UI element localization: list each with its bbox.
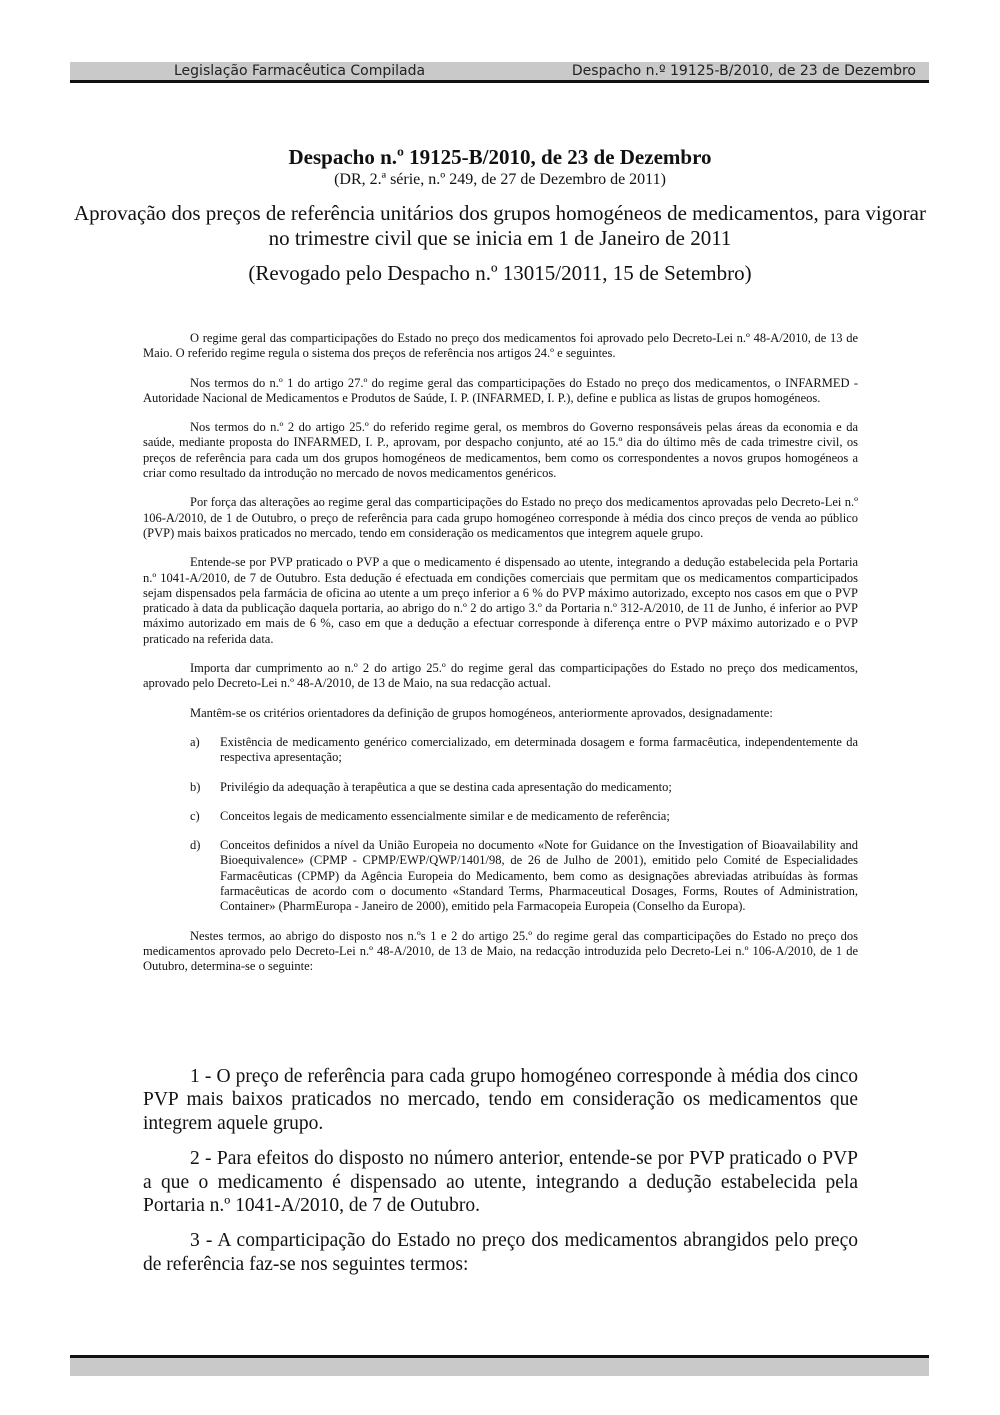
articles (143, 1065, 858, 1288)
title-block (70, 144, 930, 286)
preamble-paragraph: Nos termos do n.º 1 do artigo 27.º do regime geral das comparticipações do Estado no preço dos medicamentos, o INFARMED - Autoridade Nacional de Medicamentos e Produtos de Saúde, I. P. (INFARMED, I. P.), define e publica as listas de grupos homogéneos. (143, 375, 858, 405)
criteria-letter: d) (190, 838, 201, 853)
criteria-text: Conceitos legais de medicamento essencialmente similar e de medicamento de referência; (220, 808, 670, 823)
criteria-text: Conceitos definidos a nível da União Europeia no documento «Note for Guidance on the Investigation of Bioavailability and Bioequivalence» (CPMP - CPMP/EWP/QWP/1401/98, de 26 de Julho de 2001), emitido pelo Comité de Especialidades Farmacêuticas (CPMP) da Agência Europeia do Medicamento, bem como as designações abreviadas atribuídas às formas farmacêuticas de acordo com o documento «Standard Terms, Pharmaceutical Dosages, Forms, Routes of Administration, Container» (PharmEuropa - Janeiro de 2000), emitido pela Farmacopeia Europeia (Conselho da Europa). (220, 838, 858, 914)
preamble-paragraph: O regime geral das comparticipações do Estado no preço dos medicamentos foi aprovado pelo Decreto-Lei n.º 48-A/2010, de 13 de Maio. O referido regime regula o sistema dos preços de referência nos artigos 24.º e seguintes. (143, 331, 858, 361)
criteria-text: Existência de medicamento genérico comercializado, em determinada dosagem e forma farmacêutica, independentemente da respectiva apresentação; (220, 734, 858, 765)
closing-paragraph: Nestes termos, ao abrigo do disposto nos n.ºs 1 e 2 do artigo 25.º do regime geral das comparticipações do Estado no preço dos medicamentos aprovado pelo Decreto-Lei n.º 48-A/2010, de 13 de Maio, na redacção introduzida pelo Decreto-Lei n.º 106-A/2010, de 1 de Outubro, determina-se o seguinte: (143, 928, 858, 974)
preamble-paragraph: Importa dar cumprimento ao n.º 2 do artigo 25.º do regime geral das comparticipações do Estado no preço dos medicamentos, aprovado pelo Decreto-Lei n.º 48-A/2010, de 13 de Maio, na sua redacção actual. (143, 661, 858, 691)
criteria-item (143, 809, 858, 824)
document-title: Despacho n.º 19125-B/2010, de 23 de Dezembro (288, 145, 712, 169)
preamble-paragraph: Mantêm-se os critérios orientadores da definição de grupos homogéneos, anteriormente aprovados, designadamente: (190, 705, 773, 720)
criteria-item (143, 838, 858, 914)
document-subject: Aprovação dos preços de referência unitários dos grupos homogéneos de medicamentos, para vigorar no trimestre civil que se inicia em 1 de Janeiro de 2011 (74, 201, 926, 250)
footer-bar (70, 1355, 929, 1376)
criteria-item (143, 780, 858, 795)
criteria-letter: b) (190, 779, 201, 794)
article-paragraph: 2 - Para efeitos do disposto no número anterior, entende-se por PVP praticado o PVP a que o medicamento é dispensado ao utente, integrando a dedução estabelecida pela Portaria n.º 1041-A/2010, de 7 de Outubro. (143, 1148, 858, 1217)
preamble-paragraph: Entende-se por PVP praticado o PVP a que o medicamento é dispensado ao utente, integrando a dedução estabelecida pela Portaria n.º 1041-A/2010, de 7 de Outubro. Esta dedução é efectuada em condições comerciais que permitam que os medicamentos comparticipados sejam dispensados pela farmácia de oficina ao utente a um preço inferior a 6 % do PVP máximo autorizado, excepto nos casos em que o PVP praticado à data da publicação daquela portaria, ao abrigo do n.º 2 do artigo 3.º da Portaria n.º 312-A/2010, de 11 de Junho, é inferior ao PVP máximo autorizado em mais de 6 %, caso em que a dedução a efectuar corresponde à diferença entre o PVP máximo autorizado e o PVP praticado na referida data. (143, 555, 858, 646)
criteria-text: Privilégio da adequação à terapêutica a que se destina cada apresentação do medicamento; (220, 779, 672, 794)
revocation-note: (Revogado pelo Despacho n.º 13015/2011, 15 de Setembro) (248, 261, 752, 285)
header-document-reference: Despacho n.º 19125-B/2010, de 23 de Dezembro (571, 63, 916, 79)
criteria-letter: c) (190, 808, 200, 823)
preamble-paragraph: Nos termos do n.º 2 do artigo 25.º do referido regime geral, os membros do Governo responsáveis pelas áreas da economia e da saúde, mediante proposta do INFARMED, I. P., aprovam, por despacho conjunto, até ao 15.º dia do último mês de cada trimestre civil, os preços de referência para cada um dos grupos homogéneos de medicamentos, bem como os correspondentes a novos grupos homogéneos a criar como resultado da introdução no mercado de novos medicamentos genéricos. (143, 420, 858, 481)
document-source: (DR, 2.ª série, n.º 249, de 27 de Dezembro de 2011) (334, 171, 666, 188)
preamble (143, 331, 858, 989)
article-paragraph: 1 - O preço de referência para cada grupo homogéneo corresponde à média dos cinco PVP mais baixos praticados no mercado, tendo em consideração os medicamentos que integrem aquele grupo. (143, 1066, 858, 1134)
criteria-letter: a) (190, 734, 200, 749)
running-header (70, 62, 929, 83)
article-paragraph: 3 - A comparticipação do Estado no preço dos medicamentos abrangidos pelo preço de referência faz-se nos seguintes termos: (143, 1230, 858, 1275)
header-publication-title: Legislação Farmacêutica Compilada (174, 63, 426, 79)
preamble-paragraph: Por força das alterações ao regime geral das comparticipações do Estado no preço dos medicamentos aprovadas pelo Decreto-Lei n.º 106-A/2010, de 1 de Outubro, o preço de referência para cada grupo homogéneo corresponde à média dos cinco preços de venda ao público (PVP) mais baixos praticados no mercado, tendo em consideração os medicamentos que integrem aquele grupo. (143, 495, 858, 540)
criteria-item (143, 735, 858, 766)
